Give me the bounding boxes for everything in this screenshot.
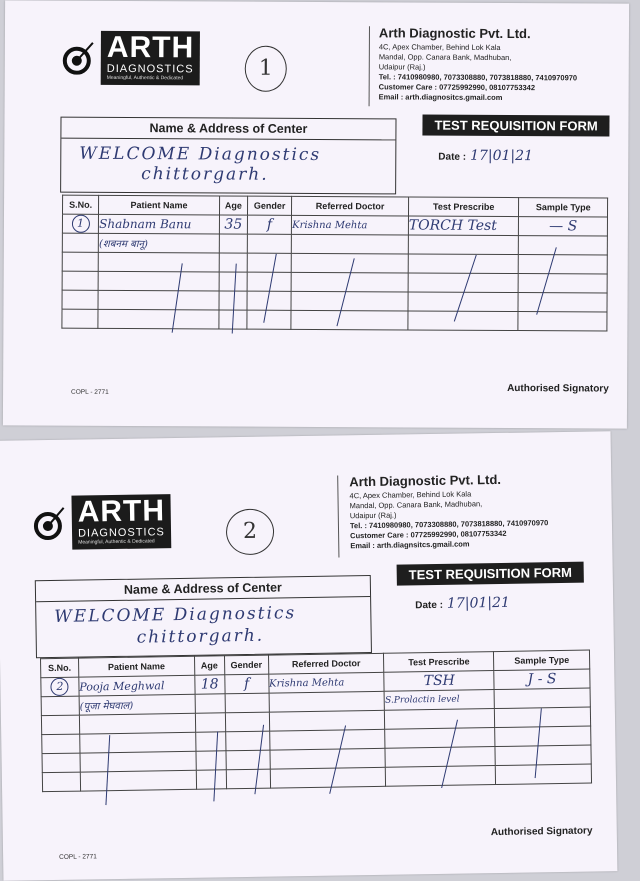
form-title: TEST REQUISITION FORM xyxy=(422,115,609,137)
company-email: Email : arth.diagnsitcs.gmail.com xyxy=(350,539,470,551)
authorised-signatory: Authorised Signatory xyxy=(507,383,609,395)
company-care: Customer Care : 07725992990, 08107753342 xyxy=(378,82,536,93)
col-sno: S.No. xyxy=(41,658,79,678)
cell-patient-name: Shabnam Banu xyxy=(99,214,220,234)
col-patient-name: Patient Name xyxy=(99,195,220,215)
date-value: 17|01|21 xyxy=(446,594,511,612)
cell-patient-name-hindi: (शबनम बानू) xyxy=(98,233,219,253)
cell-age: 18 xyxy=(195,675,225,694)
company-tel: Tel. : 7410980980, 7073308880, 7073818880, 7410970970 xyxy=(378,72,578,83)
col-test-prescribe: Test Prescribe xyxy=(408,197,519,217)
target-icon xyxy=(32,506,67,541)
center-title: Name & Address of Center xyxy=(36,576,370,602)
col-age: Age xyxy=(219,196,247,215)
sno-value: 2 xyxy=(51,678,69,696)
date-value: 17|01|21 xyxy=(470,147,534,165)
date-field xyxy=(415,595,510,612)
company-name: Arth Diagnostic Pvt. Ltd. xyxy=(349,471,502,490)
cell-empty xyxy=(408,235,519,255)
center-title: Name & Address of Center xyxy=(61,118,395,141)
logo-main-text: ARTH xyxy=(106,30,195,65)
target-icon xyxy=(61,41,95,75)
col-patient-name: Patient Name xyxy=(78,656,194,677)
cell-sno xyxy=(41,677,79,697)
col-gender: Gender xyxy=(247,196,291,215)
company-info xyxy=(349,470,549,551)
patient-table xyxy=(40,650,592,793)
cell-test: TSH xyxy=(384,671,494,692)
cell-empty xyxy=(247,234,291,253)
table-row xyxy=(62,309,607,331)
col-sno: S.No. xyxy=(62,195,98,214)
cell-empty xyxy=(519,236,608,255)
cell-gender: f xyxy=(247,215,291,234)
col-referred-doctor: Referred Doctor xyxy=(268,653,384,674)
company-address-1: 4C, Apex Chamber, Behind Lok Kala xyxy=(378,42,501,52)
form-title: TEST REQUISITION FORM xyxy=(397,562,585,586)
company-address-3: Udaipur (Raj.) xyxy=(378,62,426,72)
authorised-signatory: Authorised Signatory xyxy=(490,825,593,839)
date-label: Date : xyxy=(438,151,467,163)
company-email: Email : arth.diagnositcs.gmail.com xyxy=(378,92,503,102)
center-name: WELCOME Diagnostics xyxy=(54,603,297,627)
requisition-form-2 xyxy=(0,431,617,881)
center-address: chittorgarh. xyxy=(136,625,265,648)
logo-sub-text: DIAGNOSTICS xyxy=(77,526,165,540)
cell-test-2: S.Prolactin level xyxy=(385,690,495,711)
col-sample-type: Sample Type xyxy=(519,198,608,217)
company-address-1: 4C, Apex Chamber, Behind Lok Kala xyxy=(349,489,472,501)
date-field xyxy=(438,148,533,164)
logo-main-text: ARTH xyxy=(77,494,166,529)
col-sample-type: Sample Type xyxy=(494,650,590,671)
center-box xyxy=(60,117,396,195)
cell-empty xyxy=(41,696,79,716)
company-care: Customer Care : 07725992990, 08107753342 xyxy=(350,528,507,541)
date-label: Date : xyxy=(415,599,444,612)
cell-patient-name-hindi: (पूजा मेघवाल) xyxy=(79,694,195,715)
requisition-form-1 xyxy=(3,0,629,428)
col-test-prescribe: Test Prescribe xyxy=(384,652,494,673)
cell-age: 35 xyxy=(219,215,247,234)
company-address-2: Mandal, Opp. Canara Bank, Madhuban, xyxy=(349,499,483,511)
logo-tagline: Meaningful, Authentic & Dedicated xyxy=(78,538,155,546)
arth-logo xyxy=(31,494,171,550)
cell-empty xyxy=(269,691,385,712)
company-address-3: Udaipur (Raj.) xyxy=(349,510,397,521)
cell-sample-type: — S xyxy=(519,217,608,236)
cell-sno xyxy=(62,214,98,233)
col-age: Age xyxy=(194,656,224,675)
sno-value: 1 xyxy=(71,215,89,233)
col-referred-doctor: Referred Doctor xyxy=(292,196,409,216)
form-number: 1 xyxy=(245,46,287,92)
company-address-2: Mandal, Opp. Canara Bank, Madhuban, xyxy=(378,52,512,63)
cell-empty xyxy=(292,234,409,254)
cell-patient-name: Pooja Meghwal xyxy=(79,675,195,696)
center-name: WELCOME Diagnostics xyxy=(79,143,322,166)
header-divider xyxy=(337,475,339,557)
form-number: 2 xyxy=(226,509,275,556)
arth-logo xyxy=(61,31,201,86)
cell-sample-type: J - S xyxy=(494,669,590,690)
form-code: COPL - 2771 xyxy=(71,388,109,396)
cell-empty xyxy=(219,234,247,253)
cell-test: TORCH Test xyxy=(408,216,519,236)
cell-referred-doctor: Krishna Mehta xyxy=(268,672,384,693)
cell-empty xyxy=(494,688,590,709)
patient-table xyxy=(61,195,608,332)
logo-tagline: Meaningful, Authentic & Dedicated xyxy=(106,74,184,82)
cell-empty xyxy=(225,693,269,713)
col-gender: Gender xyxy=(224,655,268,675)
cell-gender: f xyxy=(224,674,268,694)
center-box xyxy=(35,575,372,658)
center-address: chittorgarh. xyxy=(141,164,269,185)
logo-sub-text: DIAGNOSTICS xyxy=(106,62,194,76)
company-tel: Tel. : 7410980980, 7073308880, 7073818880, 7410970970 xyxy=(349,518,549,531)
cell-empty xyxy=(195,694,225,713)
company-name: Arth Diagnostic Pvt. Ltd. xyxy=(378,25,531,42)
cell-empty xyxy=(62,233,98,252)
form-code: COPL - 2771 xyxy=(59,853,97,861)
cell-referred-doctor: Krishna Mehta xyxy=(292,215,409,235)
header-divider xyxy=(369,26,370,106)
company-info xyxy=(379,24,578,103)
